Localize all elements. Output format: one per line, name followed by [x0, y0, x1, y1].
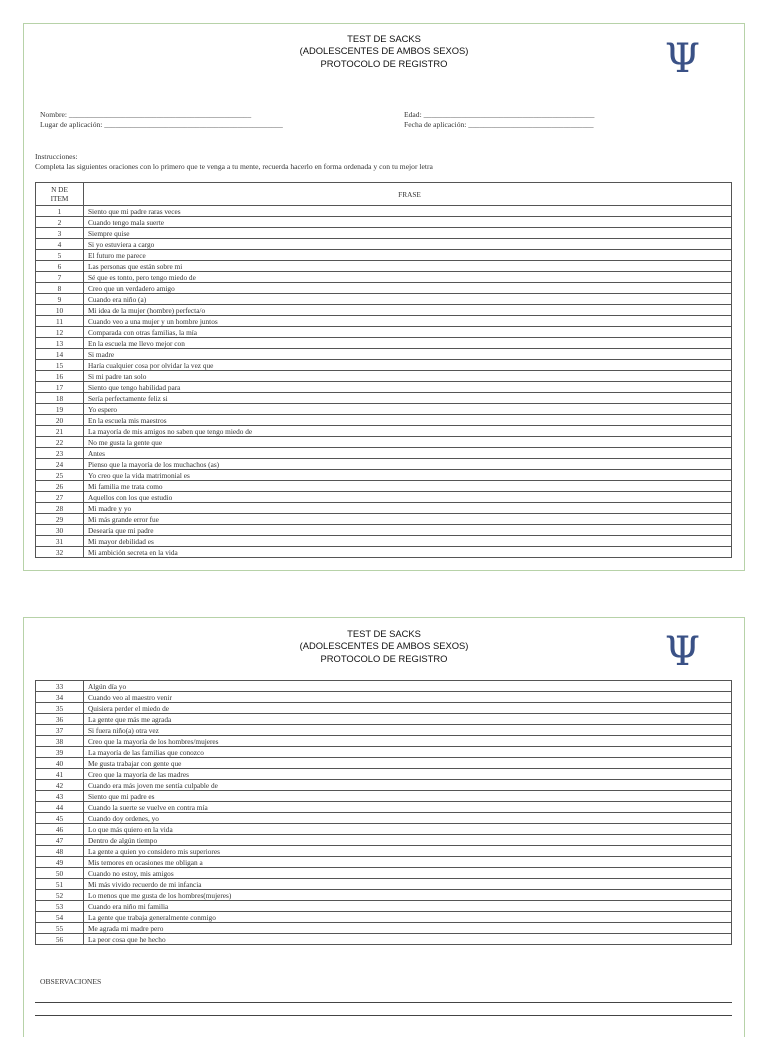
item-phrase[interactable]: Mi familia me trata como: [84, 481, 732, 492]
table-row: [36, 228, 732, 239]
item-phrase[interactable]: Siento que tengo habilidad para: [84, 382, 732, 393]
item-phrase[interactable]: Cuando veo a una mujer y un hombre juntos: [84, 316, 732, 327]
item-number: 12: [36, 327, 84, 338]
item-phrase[interactable]: Mi ambición secreta en la vida: [84, 547, 732, 558]
table-row: [36, 692, 732, 703]
item-phrase[interactable]: Me gusta trabajar con gente que: [84, 758, 732, 769]
item-phrase[interactable]: Desearía que mi padre: [84, 525, 732, 536]
item-number: 35: [36, 703, 84, 714]
item-number: 39: [36, 747, 84, 758]
psi-logo-icon: Ψ: [664, 36, 700, 82]
item-number: 55: [36, 923, 84, 934]
item-number: 9: [36, 294, 84, 305]
table-row: [36, 305, 732, 316]
item-phrase[interactable]: Cuando era más joven me sentía culpable de: [84, 780, 732, 791]
item-number: 42: [36, 780, 84, 791]
item-number: 18: [36, 393, 84, 404]
protocol-title: PROTOCOLO DE REGISTRO: [320, 652, 448, 664]
item-number: 53: [36, 901, 84, 912]
item-phrase[interactable]: Si yo estuviera a cargo: [84, 239, 732, 250]
item-number-header: N DE ITEM: [36, 183, 84, 206]
item-phrase[interactable]: Cuando tengo mala suerte: [84, 217, 732, 228]
item-phrase[interactable]: Lo menos que me gusta de los hombres(mujeres): [84, 890, 732, 901]
page-header: [24, 628, 744, 665]
table-row: [36, 681, 732, 692]
item-number: 15: [36, 360, 84, 371]
table-row: [36, 923, 732, 934]
item-phrase[interactable]: La gente a quien yo considero mis superiores: [84, 846, 732, 857]
item-number: 29: [36, 514, 84, 525]
item-number: 43: [36, 791, 84, 802]
item-number: 14: [36, 349, 84, 360]
item-phrase[interactable]: La gente que más me agrada: [84, 714, 732, 725]
item-phrase[interactable]: La mayoría de mis amigos no saben que tengo miedo de: [84, 426, 732, 437]
item-phrase[interactable]: Cuando doy ordenes, yo: [84, 813, 732, 824]
item-phrase[interactable]: Creo que la mayoría de los hombres/mujeres: [84, 736, 732, 747]
item-number: 10: [36, 305, 84, 316]
item-phrase[interactable]: Sé que es tonto, pero tengo miedo de: [84, 272, 732, 283]
item-number: 3: [36, 228, 84, 239]
item-phrase[interactable]: Cuando era niño (a): [84, 294, 732, 305]
table-row: [36, 437, 732, 448]
item-number: 13: [36, 338, 84, 349]
item-number: 8: [36, 283, 84, 294]
table-row: [36, 371, 732, 382]
table-row: [36, 747, 732, 758]
item-number: 48: [36, 846, 84, 857]
item-number: 52: [36, 890, 84, 901]
table-row: [36, 283, 732, 294]
item-number: 56: [36, 934, 84, 945]
item-number: 4: [36, 239, 84, 250]
item-number: 54: [36, 912, 84, 923]
item-phrase[interactable]: Aquellos con los que estudio: [84, 492, 732, 503]
item-number: 46: [36, 824, 84, 835]
item-phrase[interactable]: Si madre: [84, 349, 732, 360]
item-number: 50: [36, 868, 84, 879]
item-number: 11: [36, 316, 84, 327]
item-phrase[interactable]: En la escuela mis maestros: [84, 415, 732, 426]
table-header-row: [36, 183, 732, 206]
item-phrase[interactable]: Haría cualquier cosa por olvidar la vez que: [84, 360, 732, 371]
psi-logo-icon: Ψ: [664, 629, 700, 675]
item-number: 17: [36, 382, 84, 393]
page-header: [24, 33, 744, 70]
item-phrase[interactable]: Siento que mi padre es: [84, 791, 732, 802]
item-number: 19: [36, 404, 84, 415]
observaciones-line[interactable]: [35, 1002, 732, 1003]
nombre-field[interactable]: Nombre: ________________________________________________: [40, 110, 252, 119]
item-phrase[interactable]: Siento que mi padre raras veces: [84, 206, 732, 217]
table-row: [36, 525, 732, 536]
lugar-field[interactable]: Lugar de aplicación: _______________________________________________: [40, 120, 283, 129]
table-row: [36, 901, 732, 912]
table-row: [36, 393, 732, 404]
item-number: 34: [36, 692, 84, 703]
item-number: 16: [36, 371, 84, 382]
table-row: [36, 758, 732, 769]
table-row: [36, 338, 732, 349]
table-row: [36, 349, 732, 360]
item-phrase[interactable]: La mayoría de las familias que conozco: [84, 747, 732, 758]
item-phrase[interactable]: La gente que trabaja generalmente conmigo: [84, 912, 732, 923]
table-row: [36, 514, 732, 525]
item-phrase[interactable]: Mi mayor debilidad es: [84, 536, 732, 547]
item-number: 22: [36, 437, 84, 448]
table-row: [36, 879, 732, 890]
table-row: [36, 503, 732, 514]
table-row: [36, 294, 732, 305]
table-row: [36, 404, 732, 415]
observaciones-line[interactable]: [35, 1015, 732, 1016]
observaciones-label: OBSERVACIONES: [40, 977, 102, 986]
table-row: [36, 835, 732, 846]
item-phrase[interactable]: Mis temores en ocasiones me obligan a: [84, 857, 732, 868]
instructions-text: Completa las siguientes oraciones con lo primero que te venga a tu mente, recuerda hacerlo en forma ordenada y con tu mejor letra: [35, 162, 433, 171]
table-row: [36, 492, 732, 503]
item-number: 38: [36, 736, 84, 747]
table-row: [36, 448, 732, 459]
table-row: [36, 382, 732, 393]
table-row: [36, 791, 732, 802]
item-phrase[interactable]: Lo que más quiero en la vida: [84, 824, 732, 835]
table-row: [36, 802, 732, 813]
item-number: 1: [36, 206, 84, 217]
item-phrase[interactable]: No me gusta la gente que: [84, 437, 732, 448]
table-row: [36, 470, 732, 481]
table-row: [36, 769, 732, 780]
item-number: 40: [36, 758, 84, 769]
item-phrase[interactable]: Si fuera niño(a) otra vez: [84, 725, 732, 736]
item-number: 32: [36, 547, 84, 558]
frase-header: FRASE: [84, 183, 732, 206]
fecha-field[interactable]: Fecha de aplicación: _________________________________: [404, 120, 594, 129]
item-phrase[interactable]: Dentro de algún tiempo: [84, 835, 732, 846]
item-phrase[interactable]: Creo que un verdadero amigo: [84, 283, 732, 294]
instructions-heading: Instrucciones:: [35, 152, 78, 161]
item-number: 23: [36, 448, 84, 459]
table-row: [36, 459, 732, 470]
table-row: [36, 846, 732, 857]
item-phrase[interactable]: Mi más vivido recuerdo de mi infancia: [84, 879, 732, 890]
table-row: [36, 703, 732, 714]
item-phrase[interactable]: Algún día yo: [84, 681, 732, 692]
item-phrase[interactable]: Si mi padre tan solo: [84, 371, 732, 382]
protocol-title: PROTOCOLO DE REGISTRO: [320, 57, 448, 69]
table-row: [36, 824, 732, 835]
item-number: 31: [36, 536, 84, 547]
item-phrase[interactable]: Siempre quise: [84, 228, 732, 239]
item-number: 6: [36, 261, 84, 272]
table-row: [36, 868, 732, 879]
item-number: 5: [36, 250, 84, 261]
item-number: 27: [36, 492, 84, 503]
table-row: [36, 536, 732, 547]
table-row: [36, 217, 732, 228]
table-row: [36, 934, 732, 945]
item-phrase[interactable]: El futuro me parece: [84, 250, 732, 261]
item-number: 41: [36, 769, 84, 780]
item-phrase[interactable]: Me agrada mi madre pero: [84, 923, 732, 934]
item-phrase[interactable]: En la escuela me llevo mejor con: [84, 338, 732, 349]
test-title: TEST DE SACKS: [347, 33, 421, 44]
table-row: [36, 736, 732, 747]
protocol-page-2: [23, 617, 745, 1037]
item-number: 7: [36, 272, 84, 283]
item-number: 26: [36, 481, 84, 492]
test-subtitle: (ADOLESCENTES DE AMBOS SEXOS): [299, 45, 469, 57]
item-phrase[interactable]: Mi idea de la mujer (hombre) perfecta/o: [84, 305, 732, 316]
table-row: [36, 890, 732, 901]
item-number: 49: [36, 857, 84, 868]
table-row: [36, 857, 732, 868]
item-number: 44: [36, 802, 84, 813]
item-phrase[interactable]: Mi más grande error fue: [84, 514, 732, 525]
items-table-page2: [35, 680, 732, 945]
item-phrase[interactable]: Antes: [84, 448, 732, 459]
protocol-page-1: [23, 23, 745, 571]
test-title: TEST DE SACKS: [347, 628, 421, 639]
item-number: 33: [36, 681, 84, 692]
item-phrase[interactable]: Cuando era niño mi familia: [84, 901, 732, 912]
item-number: 24: [36, 459, 84, 470]
item-phrase[interactable]: Las personas que están sobre mi: [84, 261, 732, 272]
table-row: [36, 239, 732, 250]
item-number: 25: [36, 470, 84, 481]
table-row: [36, 206, 732, 217]
table-row: [36, 426, 732, 437]
test-subtitle: (ADOLESCENTES DE AMBOS SEXOS): [299, 640, 469, 652]
item-phrase[interactable]: Creo que la mayoría de las madres: [84, 769, 732, 780]
table-row: [36, 250, 732, 261]
item-phrase[interactable]: La peor cosa que he hecho: [84, 934, 732, 945]
item-number: 51: [36, 879, 84, 890]
item-number: 21: [36, 426, 84, 437]
table-row: [36, 415, 732, 426]
item-number: 36: [36, 714, 84, 725]
table-row: [36, 813, 732, 824]
table-row: [36, 316, 732, 327]
item-phrase[interactable]: Cuando no estoy, mis amigos: [84, 868, 732, 879]
table-row: [36, 714, 732, 725]
item-number: 2: [36, 217, 84, 228]
item-phrase[interactable]: Comparada con otras familias, la mía: [84, 327, 732, 338]
table-row: [36, 272, 732, 283]
item-number: 30: [36, 525, 84, 536]
items-table-page1: [35, 182, 732, 558]
table-row: [36, 360, 732, 371]
item-phrase[interactable]: Quisiera perder el miedo de: [84, 703, 732, 714]
item-phrase[interactable]: Yo espero: [84, 404, 732, 415]
item-number: 28: [36, 503, 84, 514]
item-number: 20: [36, 415, 84, 426]
item-phrase[interactable]: Yo creo que la vida matrimonial es: [84, 470, 732, 481]
item-phrase[interactable]: Cuando la suerte se vuelve en contra mía: [84, 802, 732, 813]
item-phrase[interactable]: Mi madre y yo: [84, 503, 732, 514]
item-phrase[interactable]: Cuando veo al maestro venir: [84, 692, 732, 703]
table-row: [36, 725, 732, 736]
item-phrase[interactable]: Sería perfectamente feliz si: [84, 393, 732, 404]
table-row: [36, 261, 732, 272]
item-phrase[interactable]: Pienso que la mayoría de los muchachos (as): [84, 459, 732, 470]
edad-field[interactable]: Edad: _____________________________________________: [404, 110, 595, 119]
item-number: 47: [36, 835, 84, 846]
table-row: [36, 780, 732, 791]
table-row: [36, 547, 732, 558]
table-row: [36, 912, 732, 923]
table-row: [36, 327, 732, 338]
item-number: 37: [36, 725, 84, 736]
item-number: 45: [36, 813, 84, 824]
table-row: [36, 481, 732, 492]
